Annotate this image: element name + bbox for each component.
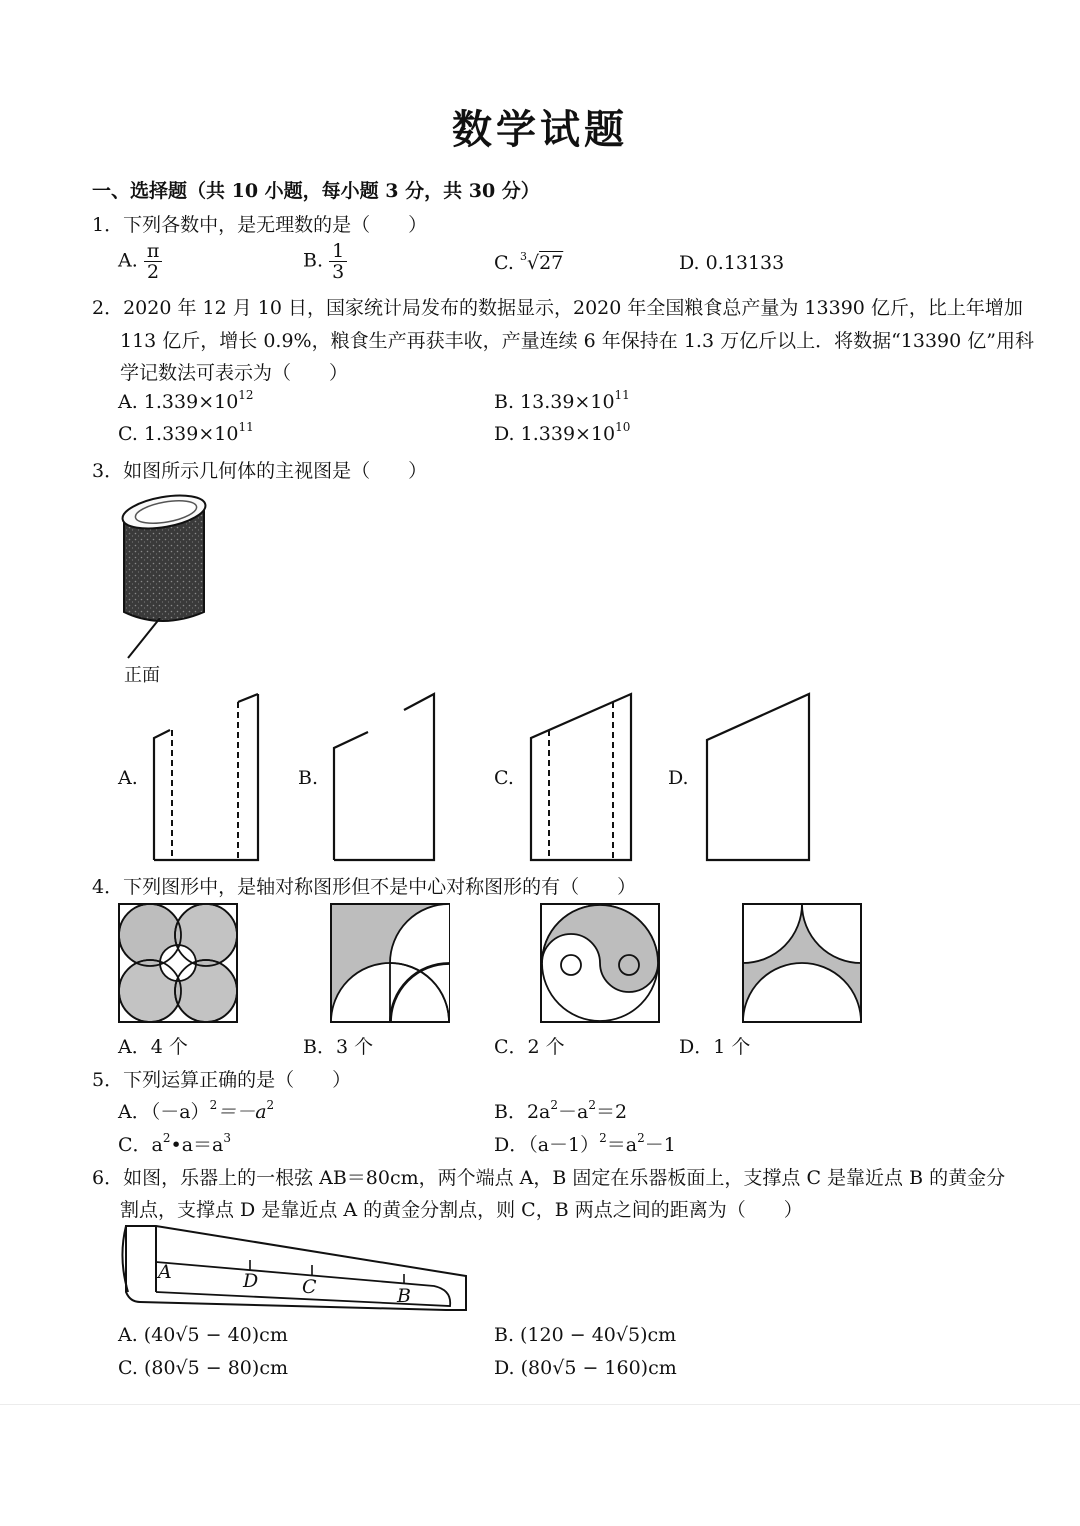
q6-option-c: C. (80√5 − 80)cm (118, 1357, 288, 1379)
q4-figure-arches (742, 903, 862, 1023)
q6-option-d: D. (80√5 − 160)cm (494, 1357, 677, 1379)
q4-figure-arcs (330, 903, 450, 1023)
q5-option-d: D．$(a-1)^2=a^2-1$ (494, 1131, 676, 1156)
q4-option-b: B．3 个 (303, 1036, 374, 1058)
page-title: 数学试题 (452, 106, 628, 153)
q2-line-2: 113 亿斤，增长 0.9%，粮食生产再获丰收，产量连续 6 年保持在 1.3 万亿斤以上．将数据“13390 亿”用科 (120, 330, 1034, 352)
q2-line-3: 学记数法可表示为（ ） (120, 362, 349, 384)
q1-option-a: A. $\frac{\pi}{2}$ (118, 241, 162, 282)
q6-label-b: B (397, 1285, 411, 1307)
q6-label-d: D (243, 1270, 259, 1292)
page-bottom-divider (0, 1404, 1080, 1405)
q4-option-c: C．2 个 (494, 1036, 565, 1058)
q5-option-c: C．$a^2•a=a^3$ (118, 1131, 232, 1156)
q2-option-d: D. $1.339\times 10^{10}$ (494, 420, 631, 445)
q1-stem: 1．下列各数中，是无理数的是（ ） (92, 214, 428, 236)
q4-stem: 4．下列图形中，是轴对称图形但不是中心对称图形的有（ ） (92, 876, 637, 898)
q2-option-a: A. $1.339\times 10^{12}$ (118, 388, 254, 413)
q3-option-a: A. (118, 767, 138, 789)
q4-option-d: D．1 个 (679, 1036, 751, 1058)
q3-option-b: B. (298, 767, 319, 789)
q3-figure-c (527, 690, 637, 865)
q6-option-a: A. (40√5 − 40)cm (118, 1324, 288, 1346)
q5-option-a: A．$(-a)^2=-a^2$ (118, 1098, 275, 1123)
q5-stem: 5．下列运算正确的是（ ） (92, 1069, 352, 1091)
q1-option-b: B. $\frac{1}{3}$ (303, 241, 347, 282)
q3-figure-a (150, 690, 265, 865)
q3-stem: 3．如图所示几何体的主视图是（ ） (92, 460, 428, 482)
q2-option-c: C. $1.339\times 10^{11}$ (118, 420, 254, 445)
q5-option-b: B．$2a^2-a^2=2$ (494, 1098, 628, 1123)
q1-option-d: D. 0.13133 (679, 252, 785, 274)
q4-figure-four-circles (118, 903, 238, 1023)
section-heading: 一、选择题（共 10 小题，每小题 3 分，共 30 分） (92, 180, 540, 202)
q3-front-label: 正面 (124, 665, 160, 686)
q3-option-c: C. (494, 767, 514, 789)
q4-option-a: A．4 个 (118, 1036, 188, 1058)
q6-option-b: B. (120 − 40√5)cm (494, 1324, 677, 1346)
q6-line-2: 割点，支撑点 D 是靠近点 A 的黄金分割点，则 C，B 两点之间的距离为（ ） (120, 1199, 803, 1221)
q3-figure-d (703, 690, 813, 865)
q2-line-1: 2．2020 年 12 月 10 日，国家统计局发布的数据显示，2020 年全国粮食总产量为 13390 亿斤，比上年增加 (92, 297, 1023, 319)
q3-option-d: D. (668, 767, 689, 789)
q6-line-1: 6．如图，乐器上的一根弦 AB＝80cm，两个端点 A，B 固定在乐器板面上，支撑点 C 是靠近点 B 的黄金分 (92, 1167, 1006, 1189)
q2-option-b: B. $13.39\times 10^{11}$ (494, 388, 630, 413)
q4-figure-yin-yang (540, 903, 660, 1023)
q3-figure-b (330, 690, 440, 865)
q1-option-c: C. $^3$√27 (494, 250, 564, 274)
q3-solid-figure (110, 490, 230, 670)
q6-label-a: A (158, 1261, 172, 1283)
q6-label-c: C (302, 1276, 317, 1298)
